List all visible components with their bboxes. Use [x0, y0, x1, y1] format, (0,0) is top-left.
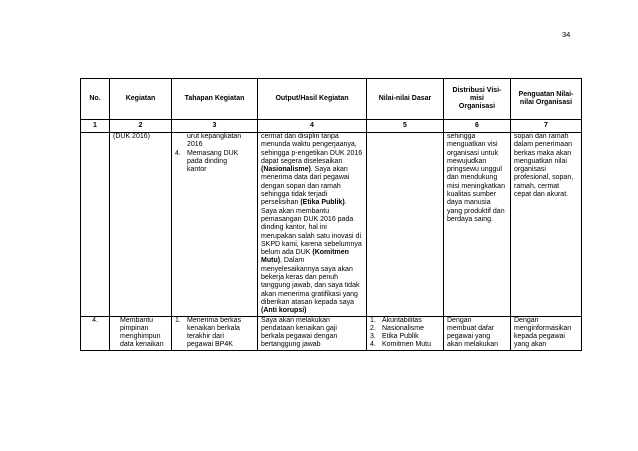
- column-number: 6: [444, 120, 511, 133]
- output-text-segment: . Saya akan membantu pemasangan DUK 2016 pada dinding kantor, hal ini merupakan salah satu inovasi di SKPD kami, karena sebelumnya belum ada DUK: [261, 199, 362, 257]
- kegiatan-line: pimpinan: [120, 324, 149, 332]
- output-line: pendataan kenaikan gaji: [261, 324, 337, 332]
- cell-output: [258, 316, 367, 350]
- cell-tahapan: [172, 133, 258, 317]
- cell-kegiatan: (DUK 2016): [110, 133, 172, 317]
- cell-distribusi: sehingga menguatkan visi organisasi untuk mewujudkan pringsewu unggul dan mendukung misi meningkatkan kualitas sumber daya manusia yang produktif dan berdaya saing.: [444, 133, 511, 317]
- cell-penguatan: sopan dan ramah dalam penerimaan berkas maka akan menguatkan nilai organisasi profesional, sopan, ramah, cermat cepat dan akurat.: [511, 133, 582, 317]
- output-value-bold: (Nasionalisme): [261, 166, 311, 174]
- output-line: berkala pegawai dengan: [261, 333, 338, 341]
- list-item-number: 4.: [175, 149, 181, 157]
- header-nilai-dasar: Nilai-nilai Dasar: [367, 79, 444, 120]
- list-item: 2. Nasionalisme: [370, 324, 425, 332]
- kegiatan-line: data kenaikan: [120, 341, 164, 349]
- tahapan-list: [175, 317, 254, 350]
- penguatan-line: yang akan: [514, 341, 547, 349]
- list-item: [175, 317, 254, 350]
- header-tahapan: Tahapan Kegiatan: [172, 79, 258, 120]
- output-value-bold: (Etika Publik): [300, 199, 345, 207]
- output-text-segment: . Dalam menyelesaikannya saya akan bekerja keras dan penuh tanggung jawab, dan saya tidak akan menerima gratifikasi yang diberikan atasan kepada saya: [261, 257, 360, 306]
- header-distribusi-line: misi: [469, 94, 484, 102]
- header-distribusi-line: Organisasi: [458, 103, 496, 111]
- cell-nilai-dasar: [367, 316, 444, 350]
- list-item-text: Menerima berkas kenaikan berkala terakhir dari pegawai BP4K: [187, 316, 242, 349]
- list-item-number: 1.: [175, 316, 181, 324]
- header-penguatan: [511, 79, 582, 120]
- column-number: 1: [81, 120, 110, 133]
- distribusi-line: pegawai yang: [447, 333, 491, 341]
- penguatan-line: menginformasikan: [514, 324, 572, 332]
- tahapan-line: 2016: [187, 141, 203, 149]
- list-item: 1. Akuntabilitas: [370, 316, 422, 324]
- column-number: 2: [110, 120, 172, 133]
- activity-table: [80, 78, 582, 351]
- output-line: bertanggung jawab: [261, 341, 321, 349]
- cell-kegiatan: [110, 316, 172, 350]
- header-distribusi: [444, 79, 511, 120]
- output-value-bold: (Anti korupsi): [261, 307, 307, 315]
- tahapan-line: urut kepangkatan: [187, 133, 242, 140]
- kegiatan-line: menghimpun: [120, 333, 161, 341]
- header-penguatan-line: nilai Organisasi: [519, 99, 573, 106]
- header-output: Output/Hasil Kegiatan: [258, 79, 367, 120]
- distribusi-line: membuat dafar: [447, 324, 495, 332]
- table-header-row: [81, 79, 582, 120]
- cell-tahapan: [172, 316, 258, 350]
- nilai-dasar-list: [370, 317, 440, 350]
- output-value-bold: (Komitmen Mutu): [261, 249, 349, 265]
- list-item: 4. Komitmen Mutu: [370, 341, 432, 349]
- tahapan-list: [175, 150, 254, 175]
- output-text-segment: cermat dan disiplin tanpa menunda waktu pengerjaanya, sehingga p-engetikan DUK 2016 dapat segera diselesaikan: [261, 133, 363, 165]
- output-text: [261, 133, 363, 316]
- distribusi-line: Dengan: [447, 316, 472, 324]
- table-row-continued: [81, 133, 582, 317]
- list-item: 3. Etika Publik: [370, 333, 419, 341]
- kegiatan-line: Membantu: [120, 316, 154, 324]
- list-item: [175, 150, 254, 175]
- output-text-segment: . Saya akan menerima data dari pegawai dengan sopan dan ramah sehingga tidak terjadi perselisihan: [261, 166, 350, 207]
- header-no: No.: [81, 79, 110, 120]
- column-number: 7: [511, 120, 582, 133]
- output-line: Saya akan melakukan: [261, 316, 330, 324]
- header-penguatan-line: Penguatan Nilai-: [518, 90, 574, 98]
- tahapan-continuation: [175, 133, 254, 150]
- cell-no: 4.: [81, 316, 110, 350]
- column-number: 4: [258, 120, 367, 133]
- cell-output: [258, 133, 367, 317]
- column-number: 5: [367, 120, 444, 133]
- header-kegiatan: Kegiatan: [110, 79, 172, 120]
- cell-no: [81, 133, 110, 317]
- table-row: [81, 316, 582, 350]
- column-number: 3: [172, 120, 258, 133]
- cell-distribusi: [444, 316, 511, 350]
- cell-penguatan: [511, 316, 582, 350]
- page-number: 34: [562, 30, 571, 39]
- cell-nilai-dasar: [367, 133, 444, 317]
- list-item-text: Memasang DUK pada dinding kantor: [187, 149, 239, 174]
- distribusi-line: akan melakukan: [447, 341, 498, 349]
- penguatan-line: kepada pegawai: [514, 333, 565, 341]
- penguatan-line: Dengan: [514, 316, 539, 324]
- header-distribusi-line: Distribusi Visi-: [452, 86, 502, 94]
- column-number-row: [81, 120, 582, 133]
